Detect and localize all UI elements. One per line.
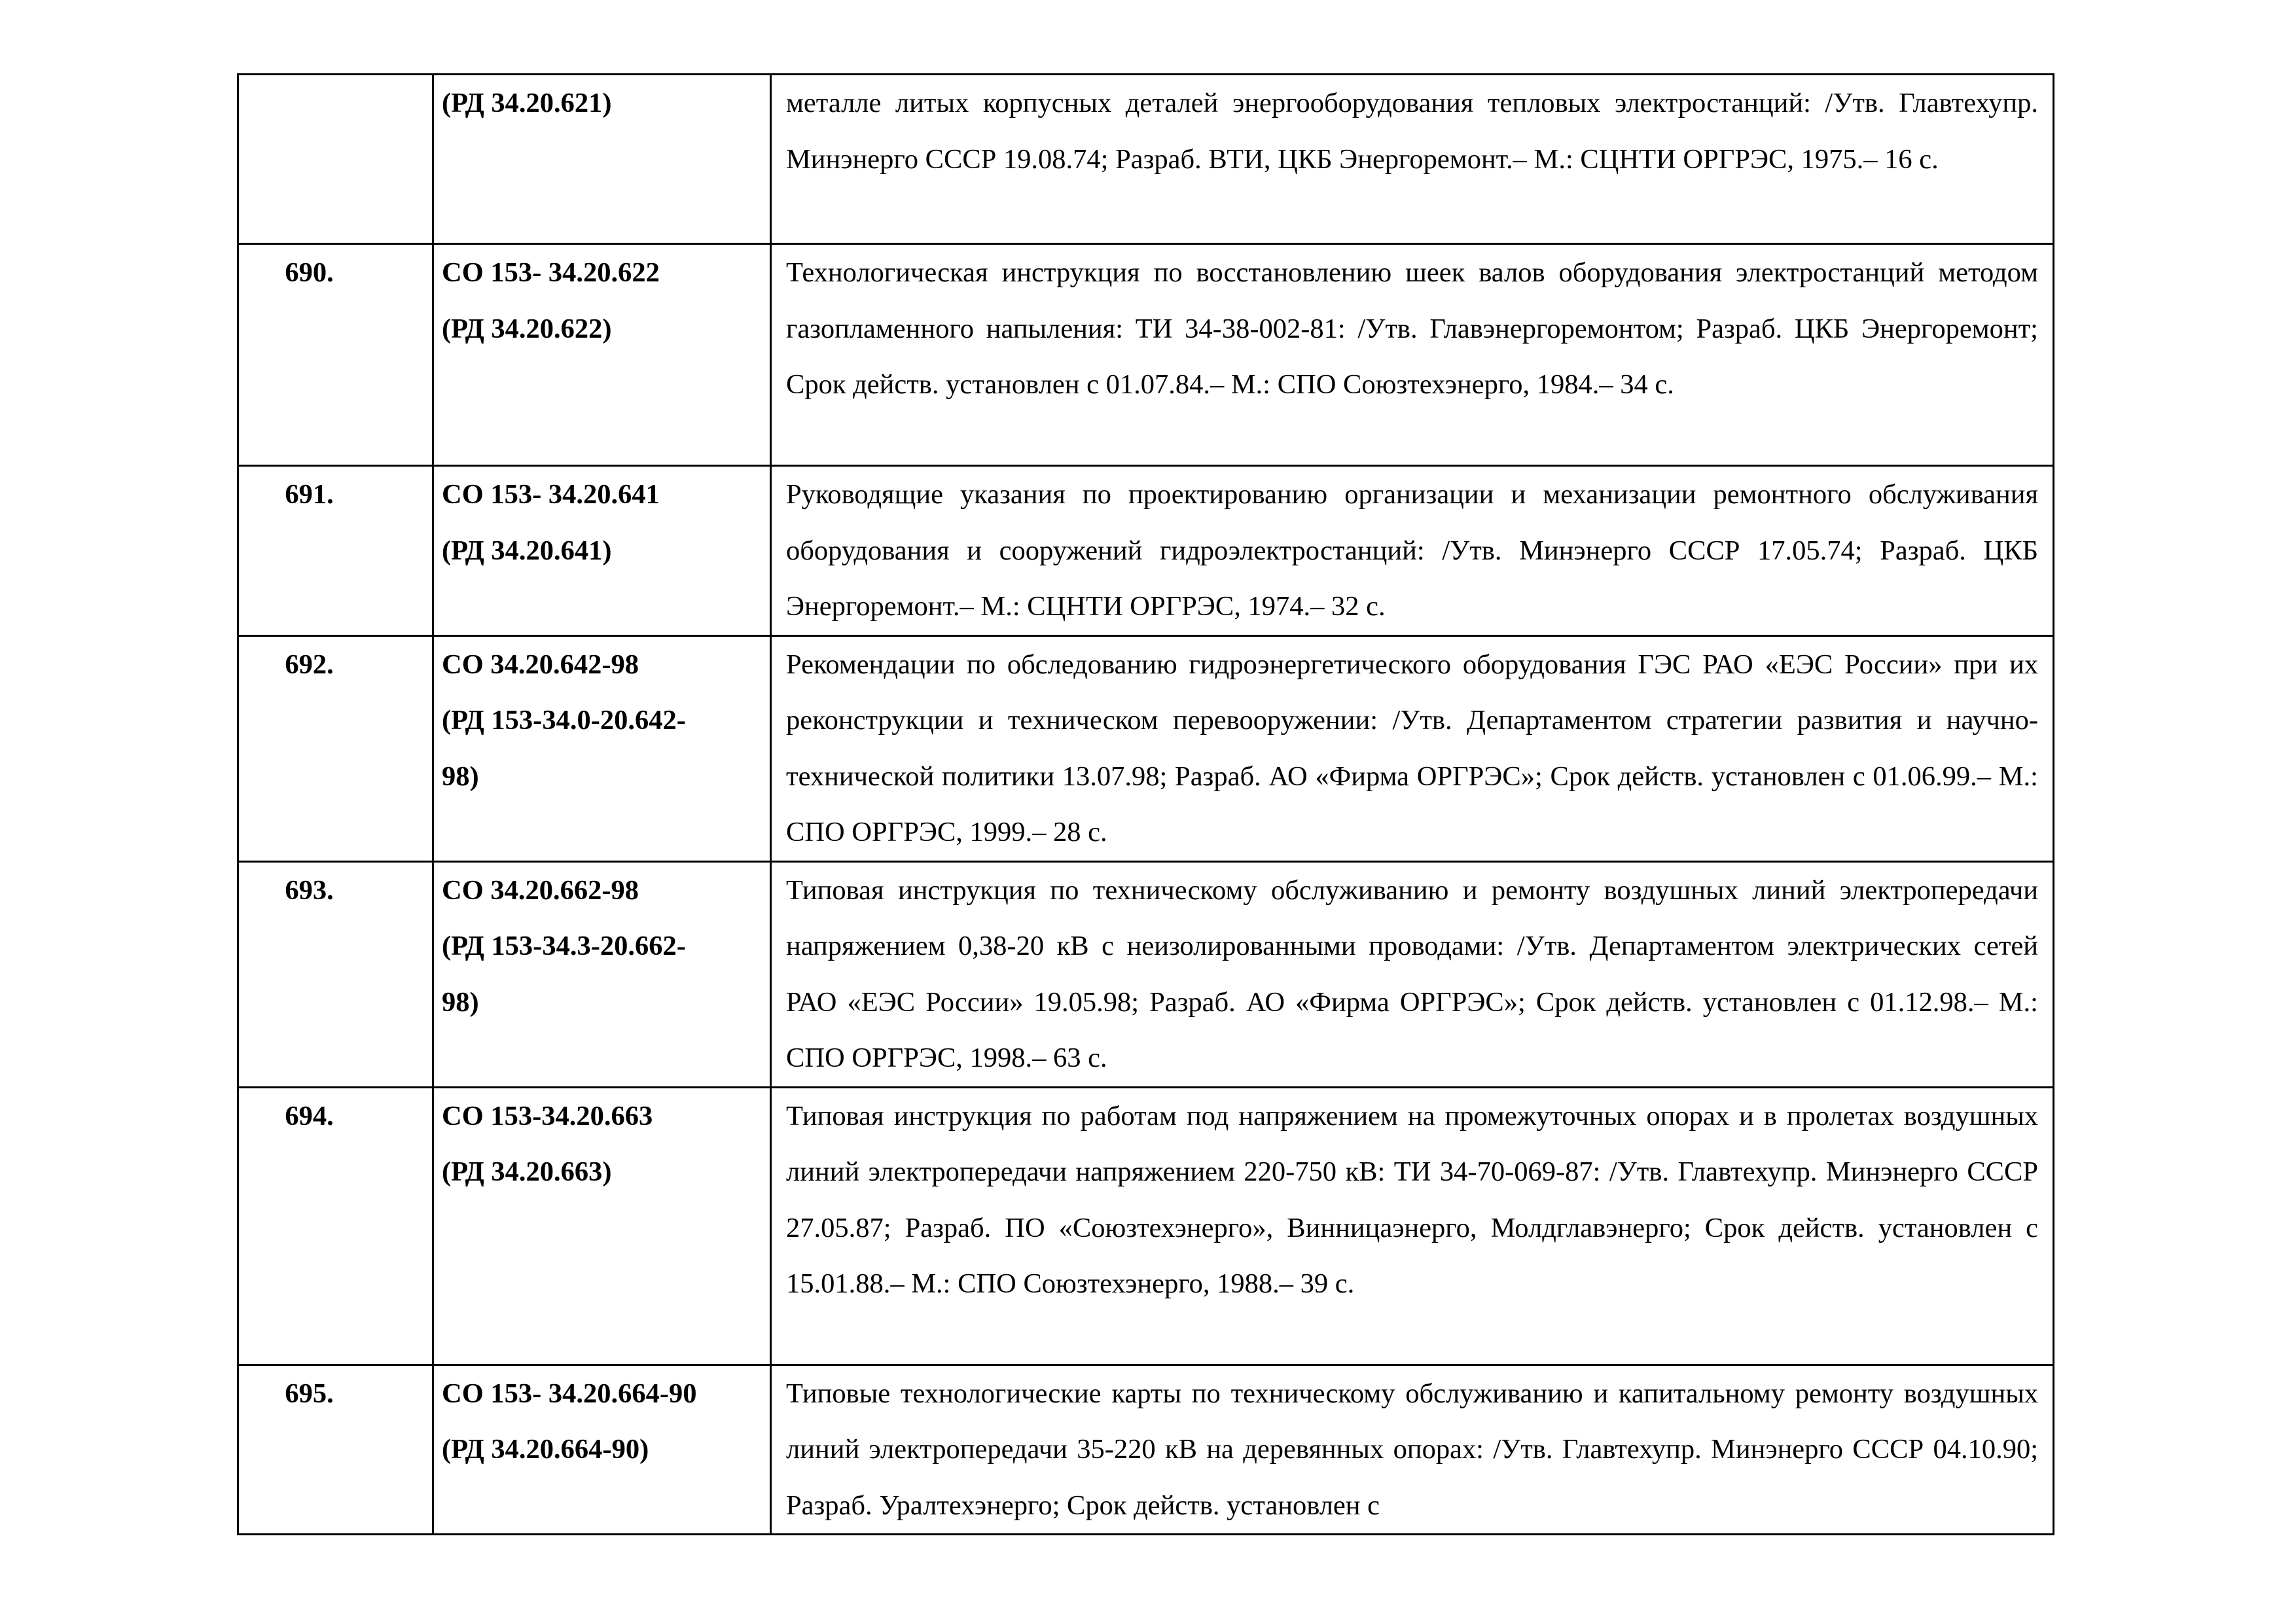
code-line: (РД 34.20.622) [442,313,612,344]
table-row [238,861,2054,1087]
code-line: 98) [442,986,479,1018]
code-line: (РД 34.20.664-90) [442,1434,649,1465]
row-number: 693. [238,861,433,1087]
document-description: металле литых корпусных деталей энергооборудования тепловых электростанций: /Утв. Главтехупр. Минэнерго СССР 19.08.74; Разраб. ВТИ, ЦКБ Энергоремонт.– М.: СЦНТИ ОРГРЭС, 1975.– 16 с. [771,75,2054,244]
row-number: 695. [238,1364,433,1535]
document-description: Типовые технологические карты по техническому обслуживанию и капитальному ремонту воздушных линий электропередачи 35-220 кВ на деревянных опорах: /Утв. Главтехупр. Минэнерго СССР 04.10.90; Разраб. Уралтехэнерго; Срок действ. установлен с [771,1364,2054,1535]
document-code [433,244,771,466]
row-number: 690. [238,244,433,466]
document-code [433,1364,771,1535]
document-code [433,466,771,636]
code-line: 98) [442,760,479,792]
table-row [238,75,2054,244]
code-line: (РД 153-34.0-20.642- [442,705,686,736]
row-number [238,75,433,244]
document-description: Технологическая инструкция по восстановлению шеек валов оборудования электростанций методом газопламенного напыления: ТИ 34-38-002-81: /Утв. Главэнергоремонтом; Разраб. ЦКБ Энергоремонт; Срок действ. установлен с 01.07.84.– М.: СПО Союзтехэнерго, 1984.– 34 с. [771,244,2054,466]
document-description: Рекомендации по обследованию гидроэнергетического оборудования ГЭС РАО «ЕЭС России» при их реконструкции и техническом перевооружении: /Утв. Департаментом стратегии развития и научно-технической политики 13.07.98; Разраб. АО «Фирма ОРГРЭС»; Срок действ. установлен с 01.06.99.– М.: СПО ОРГРЭС, 1999.– 28 с. [771,635,2054,861]
document-code [433,75,771,244]
row-number: 694. [238,1087,433,1364]
code-line: СО 153- 34.20.622 [442,257,660,288]
document-code [433,1087,771,1364]
code-line: (РД 34.20.621) [442,88,612,118]
document-description: Типовая инструкция по работам под напряжением на промежуточных опорах и в пролетах воздушных линий электропередачи напряжением 220-750 кВ: ТИ 34-70-069-87: /Утв. Главтехупр. Минэнерго СССР 27.05.87; Разраб. ПО «Союзтехэнерго», Винницаэнерго, Молдглавэнерго; Срок действ. установлен с 15.01.88.– М.: СПО Союзтехэнерго, 1988.– 39 с. [771,1087,2054,1364]
code-line: СО 153- 34.20.641 [442,479,660,510]
document-code [433,635,771,861]
table-row [238,1364,2054,1535]
code-line: (РД 34.20.663) [442,1156,612,1187]
row-number: 691. [238,466,433,636]
standards-registry-table [237,73,2054,1535]
code-line: (РД 153-34.3-20.662- [442,931,686,961]
table-row [238,1087,2054,1364]
table-row [238,244,2054,466]
code-line: СО 153-34.20.663 [442,1100,653,1132]
code-line: СО 34.20.642-98 [442,649,639,680]
table-row [238,466,2054,636]
document-description: Руководящие указания по проектированию организации и механизации ремонтного обслуживания оборудования и сооружений гидроэлектростанций: /Утв. Минэнерго СССР 17.05.74; Разраб. ЦКБ Энергоремонт.– М.: СЦНТИ ОРГРЭС, 1974.– 32 с. [771,466,2054,636]
code-line: (РД 34.20.641) [442,535,612,566]
code-line: СО 153- 34.20.664-90 [442,1378,697,1409]
row-number: 692. [238,635,433,861]
table-row [238,635,2054,861]
document-code [433,861,771,1087]
document-description: Типовая инструкция по техническому обслуживанию и ремонту воздушных линий электропередачи напряжением 0,38-20 кВ с неизолированными проводами: /Утв. Департаментом электрических сетей РАО «ЕЭС России» 19.05.98; Разраб. АО «Фирма ОРГРЭС»; Срок действ. установлен с 01.12.98.– М.: СПО ОРГРЭС, 1998.– 63 с. [771,861,2054,1087]
code-line: СО 34.20.662-98 [442,874,639,906]
